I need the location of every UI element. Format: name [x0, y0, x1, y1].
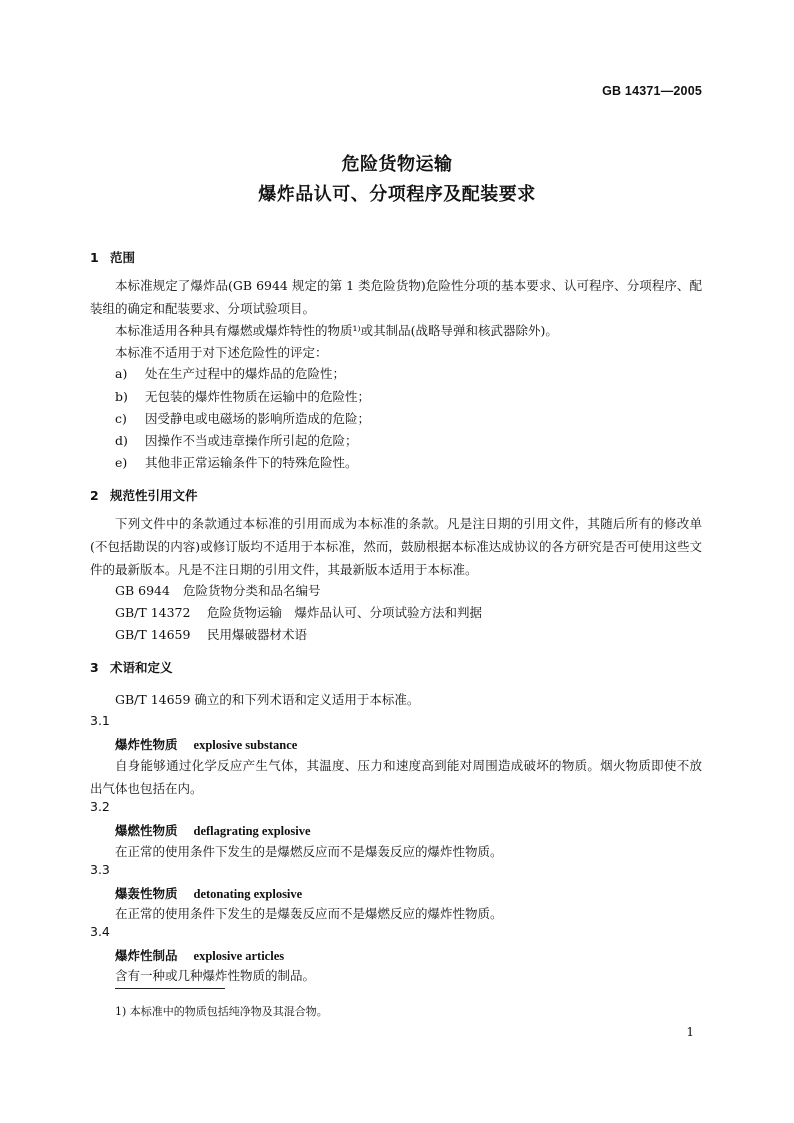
term-en: explosive articles [193, 949, 285, 963]
term-definition: 在正常的使用条件下发生的是爆轰反应而不是爆燃反应的爆炸性物质。 [115, 906, 503, 921]
list-text: 其他非正常运输条件下的特殊危险性。 [145, 455, 358, 470]
list-text: 处在生产过程中的爆炸品的危险性； [145, 366, 346, 381]
section-2-heading [90, 486, 198, 504]
doc-title-line2: 爆炸品认可、分项程序及配装要求 [258, 184, 536, 205]
term-heading [115, 946, 284, 964]
term-number: 3.3 [90, 862, 110, 877]
section-1-para-3: 本标准不适用于对下述危险性的评定： [115, 345, 328, 360]
reference-code: GB/T 14372 [115, 605, 191, 620]
section-title: 范围 [110, 250, 136, 265]
term-heading [115, 735, 297, 753]
section-1-heading [90, 248, 135, 266]
list-item-d [115, 431, 358, 451]
list-text: 无包装的爆炸性物质在运输中的危险性； [145, 389, 371, 404]
term-heading [115, 821, 311, 839]
section-number: 2 [90, 488, 99, 503]
term-number: 3.4 [90, 924, 110, 939]
footnote: 1) 本标准中的物质包括纯净物及其混合物。 [115, 1005, 328, 1018]
page-number: 1 [686, 1025, 694, 1039]
standard-code: GB 14371—2005 [602, 84, 702, 98]
term-en: explosive substance [193, 738, 298, 752]
list-label: d) [115, 433, 128, 448]
term-en: deflagrating explosive [193, 824, 311, 838]
doc-title-line1: 危险货物运输 [341, 154, 453, 175]
term-number: 3.2 [90, 799, 110, 814]
term-definition: 在正常的使用条件下发生的是爆燃反应而不是爆轰反应的爆炸性物质。 [115, 844, 503, 859]
term-heading [115, 884, 302, 902]
section-number: 1 [90, 250, 99, 265]
list-item-b [115, 387, 370, 407]
reference-title: 危险货物运输 爆炸品认可、分项试验方法和判据 [207, 605, 483, 620]
list-label: b) [115, 389, 128, 404]
list-label: a) [115, 366, 128, 381]
section-number: 3 [90, 660, 99, 675]
reference-item [115, 581, 321, 601]
list-item-c [115, 409, 370, 429]
section-2-para-1: 下列文件中的条款通过本标准的引用而成为本标准的条款。凡是注日期的引用文件，其随后所有的修改单(不包括勘误的内容)或修订版均不适用于本标准，然而，鼓励根据本标准达成协议的各方研究是否可使用这些文件的最新版本。凡是不注日期的引用文件，其最新版本适用于本标准。 [90, 516, 702, 577]
section-1-para-2: 本标准适用各种具有爆燃或爆炸特性的物质¹⁾或其制品(战略导弹和核武器除外)。 [115, 323, 558, 338]
term-zh: 爆炸性制品 [115, 948, 178, 963]
reference-item [115, 625, 307, 645]
list-item-a [115, 364, 345, 384]
list-item-e [115, 453, 358, 473]
term-number: 3.1 [90, 713, 110, 728]
term-zh: 爆轰性物质 [115, 886, 178, 901]
reference-item [115, 603, 482, 623]
reference-title: 危险货物分类和品名编号 [183, 583, 321, 598]
term-zh: 爆燃性物质 [115, 823, 178, 838]
list-text: 因受静电或电磁场的影响所造成的危险； [145, 411, 371, 426]
term-zh: 爆炸性物质 [115, 737, 178, 752]
list-label: c) [115, 411, 127, 426]
term-en: detonating explosive [193, 887, 303, 901]
term-definition: 含有一种或几种爆炸性物质的制品。 [115, 968, 316, 983]
footnote-separator [115, 988, 225, 989]
section-title: 术语和定义 [110, 660, 173, 675]
list-text: 因操作不当或违章操作所引起的危险； [145, 433, 358, 448]
section-3-intro: GB/T 14659 确立的和下列术语和定义适用于本标准。 [115, 692, 420, 707]
reference-code: GB 6944 [115, 583, 170, 598]
section-3-heading [90, 658, 173, 676]
section-title: 规范性引用文件 [110, 488, 198, 503]
section-1-para-1: 本标准规定了爆炸品(GB 6944 规定的第 1 类危险货物)危险性分项的基本要求、认可程序、分项程序、配装组的确定和配装要求、分项试验项目。 [90, 278, 702, 316]
reference-code: GB/T 14659 [115, 627, 191, 642]
list-label: e) [115, 455, 128, 470]
term-definition: 自身能够通过化学反应产生气体，其温度、压力和速度高到能对周围造成破坏的物质。烟火物质即使不放出气体也包括在内。 [90, 758, 702, 796]
reference-title: 民用爆破器材术语 [207, 627, 308, 642]
